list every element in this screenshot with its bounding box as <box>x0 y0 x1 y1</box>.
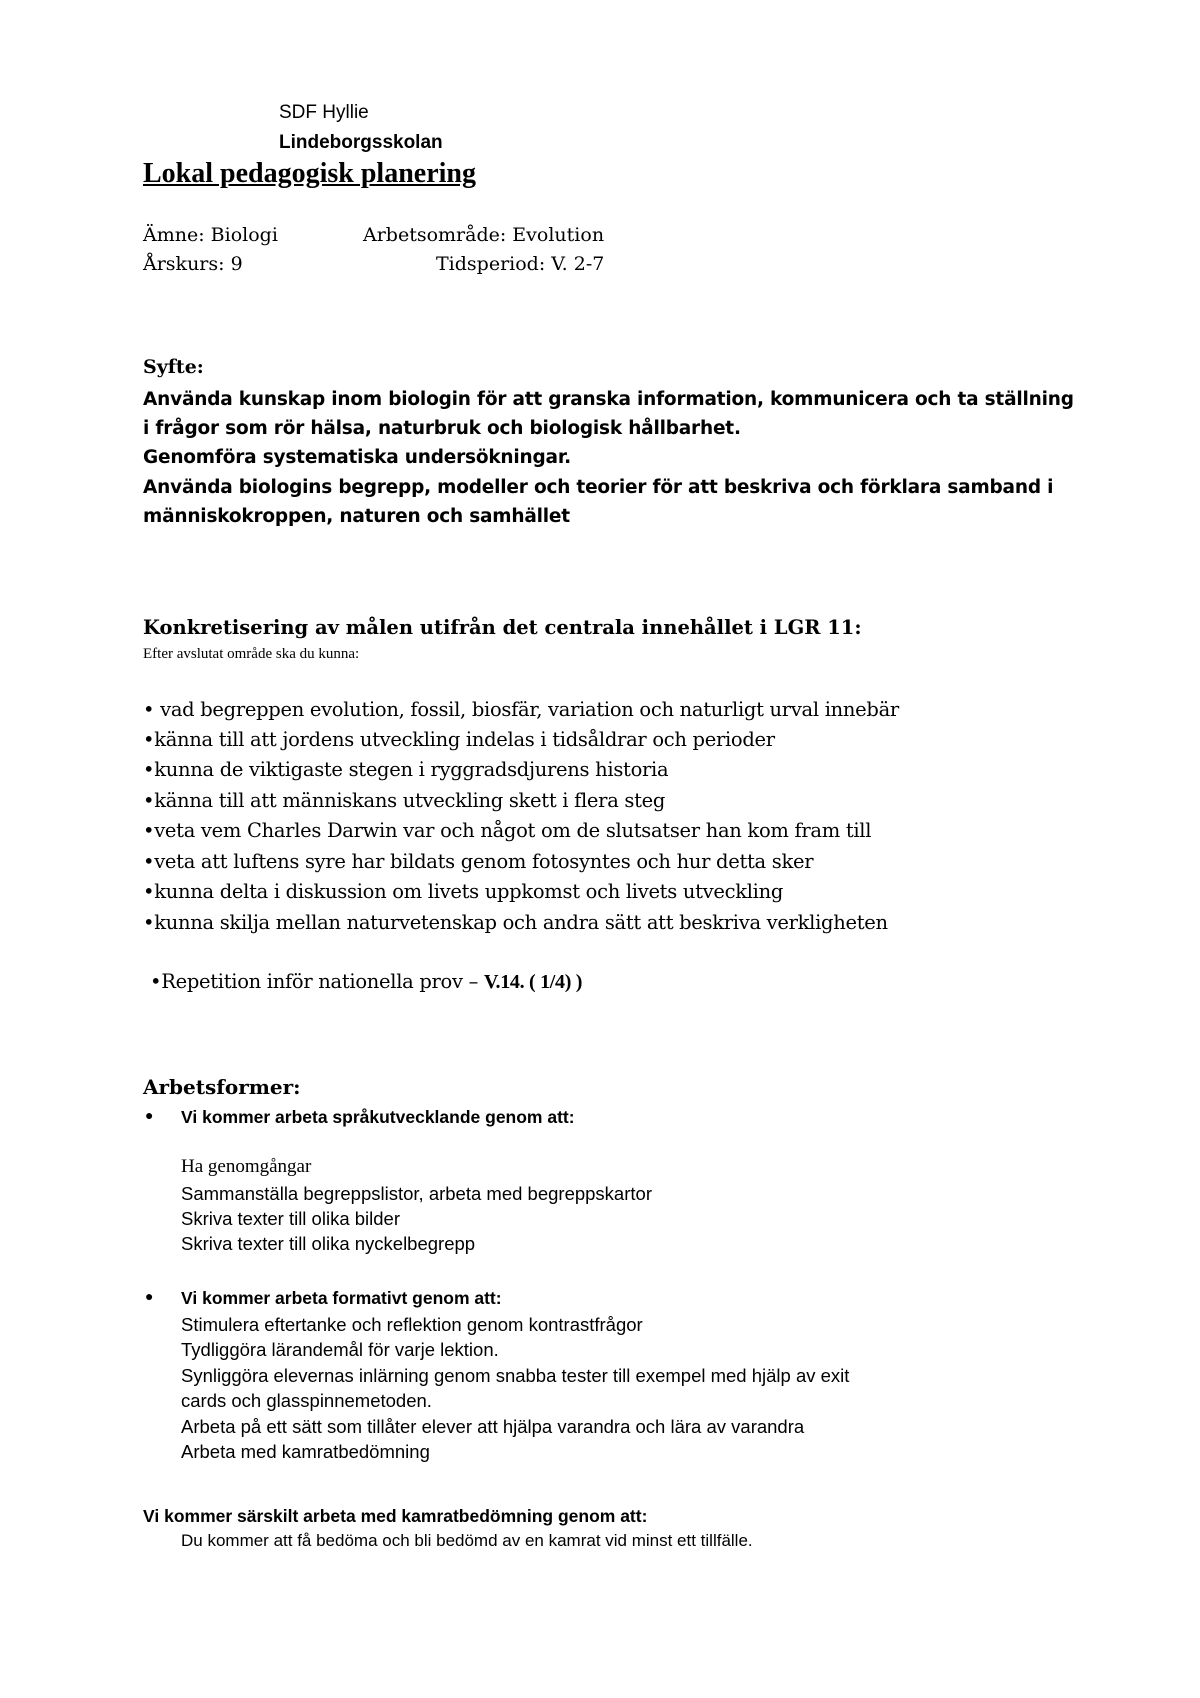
repetition-line <box>150 970 582 994</box>
methods-heading: Arbetsformer: <box>143 1075 301 1099</box>
language-dev-heading: Vi kommer arbeta språkutvecklande genom att: <box>181 1107 575 1127</box>
method-item: Arbeta med kamratbedömning <box>181 1441 430 1462</box>
method-item: Arbeta på ett sätt som tillåter elever att hjälpa varandra och lära av varandra <box>181 1416 805 1437</box>
school-name: Lindeborgsskolan <box>279 132 443 153</box>
work-area-label: Arbetsområde: Evolution <box>363 224 605 246</box>
grade-label: Årskurs: 9 <box>143 253 243 275</box>
formative-heading: Vi kommer arbeta formativt genom att: <box>181 1288 502 1308</box>
method-item: Synliggöra elevernas inlärning genom snabba tester till exempel med hjälp av exit <box>181 1365 850 1386</box>
method-item: Stimulera eftertanke och reflektion genom kontrastfrågor <box>181 1314 643 1335</box>
purpose-line: Använda kunskap inom biologin för att granska information, kommunicera och ta ställning <box>143 389 1074 410</box>
purpose-line: Använda biologins begrepp, modeller och teorier för att beskriva och förklara samband i <box>143 477 1054 498</box>
repetition-date: V.14. ( 1/4) ) <box>483 971 583 993</box>
organization-name: SDF Hyllie <box>279 102 369 123</box>
goal-item: • vad begreppen evolution, fossil, biosfär, variation och naturligt urval innebär <box>143 698 899 721</box>
method-item: Tydliggöra lärandemål för varje lektion. <box>181 1339 499 1360</box>
purpose-line: Genomföra systematiska undersökningar. <box>143 447 571 468</box>
goals-subheading: Efter avslutat område ska du kunna: <box>143 646 360 662</box>
purpose-line: människokroppen, naturen och samhället <box>143 506 570 527</box>
goal-item: •kunna skilja mellan naturvetenskap och andra sätt att beskriva verkligheten <box>143 911 888 934</box>
bullet-icon: ● <box>145 1290 154 1305</box>
page-title: Lokal pedagogisk planering <box>143 158 476 189</box>
peer-assessment-line: Du kommer att få bedöma och bli bedömd av en kamrat vid minst ett tillfälle. <box>181 1531 753 1550</box>
method-item: Skriva texter till olika nyckelbegrepp <box>181 1233 476 1254</box>
subject-label: Ämne: Biologi <box>143 224 278 246</box>
goal-item: •kunna de viktigaste stegen i ryggradsdjurens historia <box>143 758 669 781</box>
goal-item: •veta vem Charles Darwin var och något om de slutsatser han kom fram till <box>143 819 872 842</box>
goal-item: •veta att luftens syre har bildats genom fotosyntes och hur detta sker <box>143 850 814 873</box>
period-label: Tidsperiod: V. 2-7 <box>436 253 605 275</box>
method-item: Ha genomgångar <box>181 1156 312 1177</box>
goal-item: •känna till att människans utveckling skett i flera steg <box>143 789 666 812</box>
method-item: Sammanställa begreppslistor, arbeta med begreppskartor <box>181 1183 652 1204</box>
repetition-text: •Repetition inför nationella prov – <box>150 970 484 993</box>
bullet-icon: ● <box>145 1109 154 1124</box>
goal-item: •kunna delta i diskussion om livets uppkomst och livets utveckling <box>143 880 784 903</box>
goals-heading: Konkretisering av målen utifrån det centrala innehållet i LGR 11: <box>143 616 862 639</box>
purpose-line: i frågor som rör hälsa, naturbruk och biologisk hållbarhet. <box>143 418 741 439</box>
peer-assessment-heading: Vi kommer särskilt arbeta med kamratbedömning genom att: <box>143 1506 648 1526</box>
goal-item: •känna till att jordens utveckling indelas i tidsåldrar och perioder <box>143 728 775 751</box>
method-item: cards och glasspinnemetoden. <box>181 1390 432 1411</box>
method-item: Skriva texter till olika bilder <box>181 1208 400 1229</box>
purpose-heading: Syfte: <box>143 356 204 378</box>
